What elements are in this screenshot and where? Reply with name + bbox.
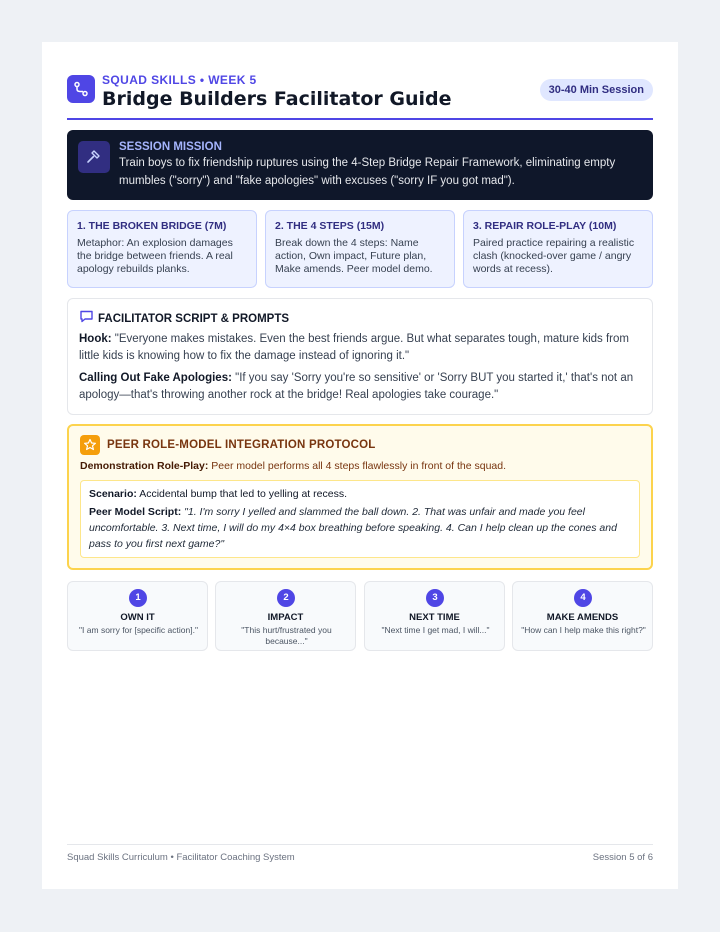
hook-paragraph — [79, 331, 645, 365]
demonstration-line — [80, 460, 506, 472]
scenario-label: Scenario: — [89, 488, 137, 500]
route-icon — [67, 75, 95, 103]
phase-text: Break down the 4 steps: Name action, Own impact, Future plan, Make amends. Peer model demo. — [275, 237, 433, 275]
step-title: MAKE AMENDS — [546, 612, 619, 623]
scenario-text: Accidental bump that led to yelling at recess. — [139, 488, 347, 500]
callout-label: Calling Out Fake Apologies: — [79, 372, 232, 384]
star-icon — [80, 435, 100, 455]
scenario-line — [89, 488, 631, 500]
peer-script-text: "1. I'm sorry I yelled and slammed the ball down. 2. That was unfair and made you feel uncomfortable. 3. Next time, I will do my 4×4 box breathing before speaking. 4. Can I help clean up the cones and pass to you first next game?" — [89, 506, 617, 550]
facilitator-script-panel — [67, 298, 653, 415]
demo-label: Demonstration Role-Play: — [80, 460, 209, 472]
phase-title: 3. REPAIR ROLE-PLAY (10M) — [473, 220, 617, 232]
demo-text: Peer model performs all 4 steps flawlessly in front of the squad. — [211, 460, 507, 472]
step-card — [67, 581, 208, 651]
footer-divider — [67, 844, 653, 845]
hook-label: Hook: — [79, 333, 112, 345]
footer-curriculum: Squad Skills Curriculum • Facilitator Coaching System — [67, 852, 295, 863]
phase-card — [463, 210, 653, 288]
fake-apology-paragraph — [79, 370, 645, 404]
step-number: 2 — [277, 589, 295, 607]
session-phases — [67, 210, 653, 288]
callout-text: "If you say 'Sorry you're so sensitive' or 'Sorry BUT you started it,' that's not an apology—that's throwing another rock at the bridge! Real apologies take courage." — [79, 372, 634, 401]
step-text: "This hurt/frustrated you because..." — [241, 625, 332, 646]
script-heading — [79, 309, 289, 329]
step-text: "How can I help make this right?" — [521, 625, 646, 635]
hammer-icon — [78, 141, 110, 173]
step-text: "Next time I get mad, I will..." — [381, 625, 490, 635]
step-number: 1 — [129, 589, 147, 607]
mission-text: Train boys to fix friendship ruptures using the 4-Step Bridge Repair Framework, eliminating empty mumbles ("sorry") and "fake apologies" with excuses ("sorry IF you got mad"). — [119, 157, 616, 187]
hook-text: "Everyone makes mistakes. Even the best friends argue. But what separates tough, mature kids from little kids is knowing how to fix the damage instead of ignoring it." — [79, 333, 629, 362]
header — [67, 73, 653, 119]
step-title: IMPACT — [267, 612, 304, 623]
step-card — [215, 581, 356, 651]
script-title: FACILITATOR SCRIPT & PROMPTS — [98, 313, 290, 325]
peer-protocol-panel — [67, 424, 653, 570]
step-number: 4 — [574, 589, 592, 607]
step-number: 3 — [426, 589, 444, 607]
phase-card — [265, 210, 455, 288]
page-title: Bridge Builders Facilitator Guide — [102, 88, 452, 110]
session-length-badge: 30-40 Min Session — [540, 79, 653, 101]
step-title: OWN IT — [120, 612, 155, 623]
footer-session-count: Session 5 of 6 — [592, 852, 653, 863]
phase-title: 1. THE BROKEN BRIDGE (7M) — [77, 220, 227, 232]
step-card — [512, 581, 653, 651]
session-mission-panel — [67, 130, 653, 200]
phase-card — [67, 210, 257, 288]
phase-text: Metaphor: An explosion damages the bridge between friends. A real apology rebuilds planks. — [77, 237, 233, 275]
peer-script-label: Peer Model Script: — [89, 506, 182, 518]
step-title: NEXT TIME — [409, 612, 460, 623]
protocol-title: PEER ROLE-MODEL INTEGRATION PROTOCOL — [107, 439, 376, 451]
phase-title: 2. THE 4 STEPS (15M) — [275, 220, 385, 232]
step-text: "I am sorry for [specific action]." — [79, 625, 198, 635]
week-kicker: SQUAD SKILLS • WEEK 5 — [102, 73, 257, 87]
mission-title: SESSION MISSION — [119, 141, 222, 153]
peer-script-line — [89, 504, 631, 552]
step-card — [364, 581, 505, 651]
guide-page — [42, 42, 678, 889]
chat-icon — [79, 309, 94, 329]
repair-steps — [67, 581, 653, 651]
header-divider — [67, 118, 653, 120]
phase-text: Paired practice repairing a realistic clash (knocked-over game / angry words at recess). — [473, 237, 635, 275]
peer-script-box — [80, 480, 640, 558]
